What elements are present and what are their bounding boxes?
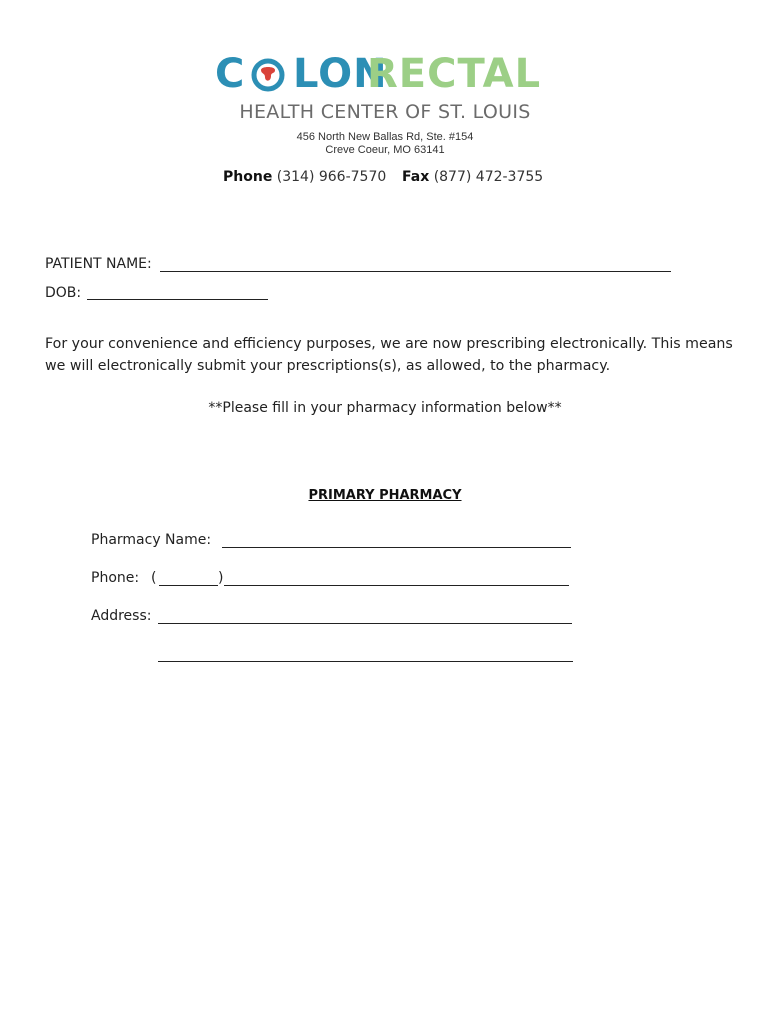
phone-paren-close: )	[218, 570, 224, 586]
pharmacy-area-code-field[interactable]	[159, 585, 218, 586]
logo-word-rectal: RECTAL	[367, 51, 542, 97]
pharmacy-address-field-2[interactable]	[158, 661, 573, 662]
fax-label: Fax	[402, 169, 430, 185]
pharmacy-phone-field[interactable]	[224, 585, 569, 586]
dob-field[interactable]	[87, 299, 268, 300]
pharmacy-phone-row	[91, 570, 139, 586]
clinic-logo	[215, 52, 555, 100]
phone-label: Phone	[223, 169, 273, 185]
logo-subtitle: HEALTH CENTER OF ST. LOUIS	[239, 101, 531, 123]
address-line-2: Creve Coeur, MO 63141	[325, 144, 445, 156]
fax-number: (877) 472-3755	[433, 169, 544, 185]
logo-letter-c: C	[215, 51, 246, 97]
pharmacy-name-field[interactable]	[222, 547, 571, 548]
logo-letters-lon: LON	[293, 51, 388, 97]
pharmacy-name-label: Pharmacy Name:	[91, 532, 212, 548]
section-title-primary-pharmacy: PRIMARY PHARMACY	[308, 488, 462, 503]
fill-in-note: **Please fill in your pharmacy information below**	[208, 400, 562, 416]
pharmacy-address-label: Address:	[91, 608, 152, 624]
phone-contact	[223, 169, 386, 185]
phone-paren-open: (	[151, 570, 157, 586]
dob-row	[45, 285, 81, 301]
pharmacy-address-row	[91, 608, 151, 624]
colon-o-icon	[251, 58, 285, 92]
address-line-1: 456 North New Ballas Rd, Ste. #154	[296, 131, 474, 143]
dob-label: DOB:	[45, 285, 82, 301]
patient-name-row	[45, 256, 152, 272]
pharmacy-name-row	[91, 532, 211, 548]
fax-contact	[402, 169, 543, 185]
patient-name-field[interactable]	[160, 271, 671, 272]
phone-number: (314) 966-7570	[276, 169, 387, 185]
pharmacy-phone-label: Phone:	[91, 570, 140, 586]
patient-name-label: PATIENT NAME:	[45, 256, 152, 272]
e-prescribing-notice: For your convenience and efficiency purposes, we are now prescribing electronically. This means we will electronically submit your prescriptions(s), as allowed, to the pharmacy.	[45, 336, 733, 374]
pharmacy-address-field-1[interactable]	[158, 623, 572, 624]
contact-info	[0, 169, 770, 189]
